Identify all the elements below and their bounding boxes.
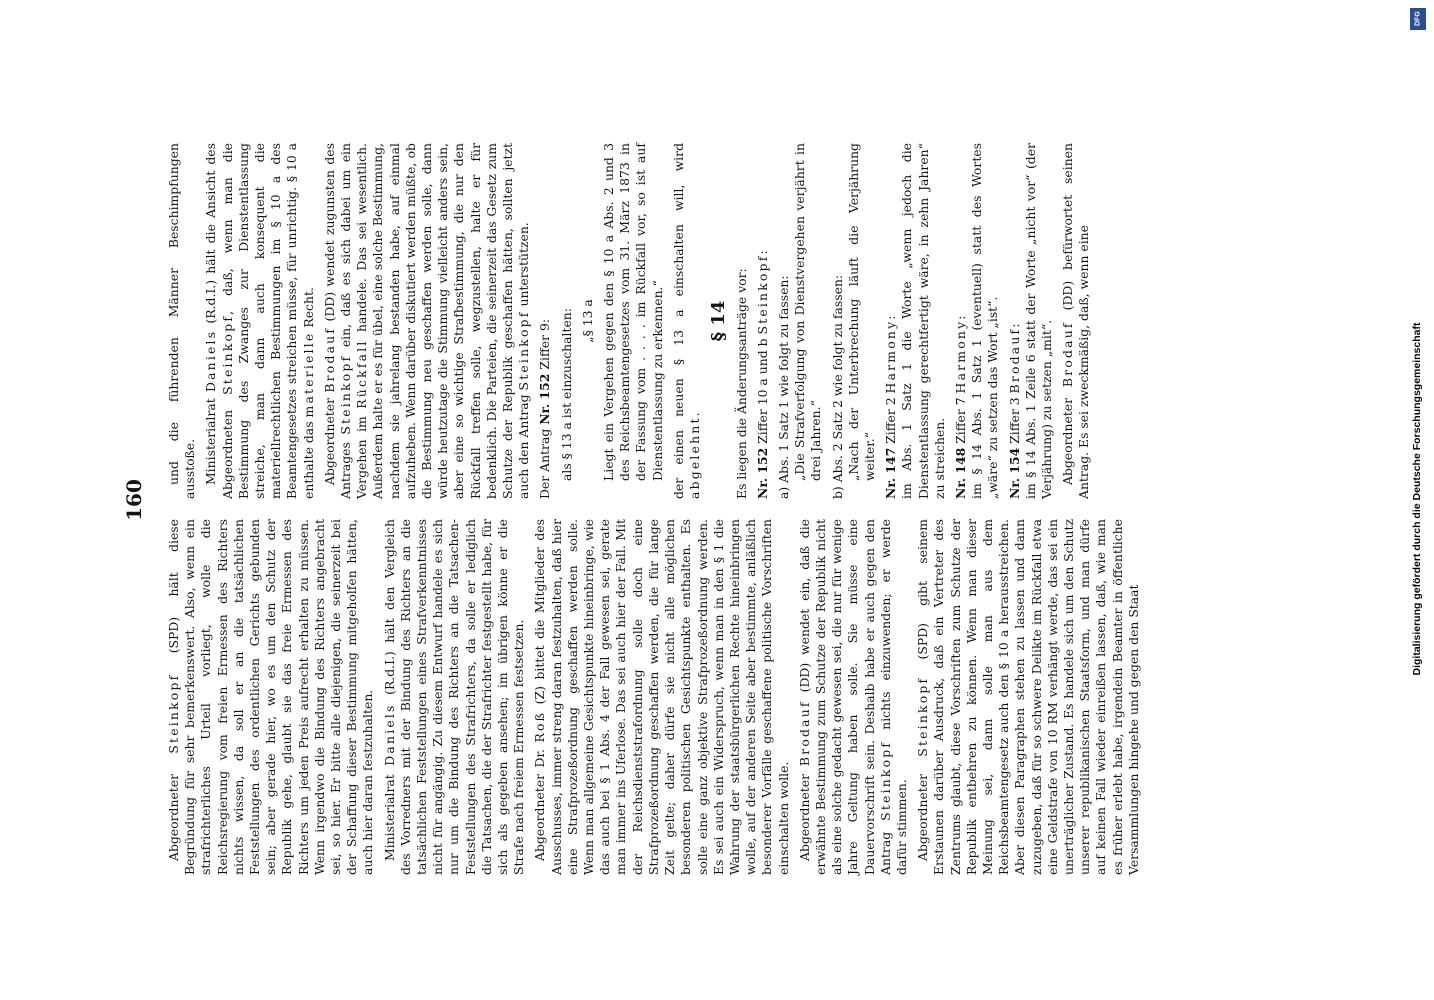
- paragraph-r1: und die führenden Männer Beschimpfungen ausstoße.: [166, 143, 198, 499]
- paragraph-l5: Abgeordneter Steinkopf (SPD) gibt seinem Erstaunen darüber Ausdruck, daß ein Vertreter des Zentrums glaubt, diese Vorschriften zum Schutze der Republik entbehren zu können. Wenn man dieser Meinung sei, dann solle man aus dem Reichsbeamtengesetz auch den § 10 a herausstreichen. Aber diesen Paragraphen stehen zu lassen und dann zuzugeben, daß für so schwere Delikte im Rückfall etwa eine Geldstrafe von 10 RM verhängt werde, das sei ein unerträglicher Zustand. Es handele sich um den Schutz unserer republikanischen Staatsform, und man dürfe auf keinen Fall wieder einreißen lassen, daß, wie man es früher erlebt habe, irgendein Beamter in öffentliche Versammlungen hingehe und gegen den Staat: [915, 519, 1141, 875]
- digitization-sidebar: [1404, 0, 1430, 1000]
- paragraph-r13: b) Abs. 2 Satz 2 wie folgt zu fassen: „Nach der Unterbrechung läuft die Verjährung weiter.“: [829, 143, 877, 499]
- text-column-right: [166, 143, 1098, 499]
- paragraph-r12: a) Abs. 1 Satz 1 wie folgt zu fassen: „Die Strafverfolgung von Dienstvergehen verjährt in drei Jahren.“: [775, 143, 824, 499]
- paragraph-r10: Es liegen die Änderungsanträge vor:: [733, 268, 749, 499]
- paragraph-r9: § 14: [708, 300, 730, 342]
- paragraph-r7: Liegt ein Vergehen gegen den § 10 a Abs. 2 und 3 des Reichsbeamtengesetzes vom 31. März 1873 in der Fassung vom . . . . im Rückfall vor, so ist auf Dienstentlassung zu erkennen.“: [601, 143, 665, 481]
- text-column-left: [166, 519, 1147, 875]
- dfg-logo: DFG: [1410, 8, 1426, 30]
- paragraph-r4: Der Antrag Nr. 152 Ziffer 9:: [537, 318, 553, 499]
- paragraph-r16: Nr. 154 Ziffer 3 Brodauf: im § 14 Abs. 1 Zeile 6 statt der Worte „nicht vor“ (der Verjährung) zu setzen „mit“.: [1006, 143, 1054, 499]
- paragraph-r15: Nr. 148 Ziffer 7 Harmony: im § 14 Abs. 1 Satz 1 (eventuell) statt des Wortes „wäre“ zu setzen das Wort „ist“.: [952, 143, 1001, 499]
- paragraph-r2: Ministerialrat Daniels (R.d.I.) hält die Ansicht des Abgeordneten Steinkopf, daß, wenn man die Bestimmung des Zwanges zur Dienstentlassung streiche, man dann auch konsequent die materiellrechtlichen Bestimmungen im § 10 a des Beamtengesetzes streichen müsse, für unrichtig. § 10 a enthalte das materielle Recht.: [203, 143, 316, 499]
- paragraph-r3: Abgeordneter Brodauf (DD) wendet zugunsten des Antrages Steinkopf ein, daß es sich dabei um ein Vergehen im Rückfall handele. Das sei wesentlich. Außerdem halte er es für übel, eine solche Bestimmung, nachdem sie jahrelang bestanden habe, auf einmal aufzuheben. Wenn darüber diskutiert werden müßte, ob die Bestimmung neu geschaffen werden solle, dann würde heutzutage die Stimmung vielleicht anders sein, aber eine so wichtige Strafbestimmung, die nur den Rückfall treffen solle, wegzustellen, halte er für bedenklich. Die Parteien, die seinerzeit das Gesetz zum Schutze der Republik geschaffen hätten, sollten jetzt auch den Antrag Steinkopf unterstützen.: [321, 143, 532, 499]
- digitization-credit: Digitalisierung gefördert durch die Deutsche Forschungsgemeinschaft: [1411, 322, 1423, 676]
- paragraph-r17: Abgeordneter Brodauf (DD) befürwortet seinen Antrag. Es sei zweckmäßig, daß, wenn eine: [1060, 143, 1092, 499]
- paragraph-r11: Nr. 152 Ziffer 10 a und b Steinkopf:: [754, 250, 770, 499]
- document-page: [102, 95, 1332, 905]
- paragraph-r6: „§ 13 a: [579, 299, 595, 343]
- page-number: 160: [122, 479, 146, 521]
- paragraph-l1: Abgeordneter Steinkopf (SPD) hält diese Begründung für sehr bemerkenswert. Also, wenn ein strafrichterliches Urteil vorliegt, wolle die Reichsregierung vom freien Ermessen des Richters nichts wissen, da soll er an die tatsächlichen Feststellungen des ordentlichen Gerichts gebunden sein; aber gerade hier, wo es um den Schutz der Republik gehe, glaubt sie das freie Ermessen des Richters um jeden Preis aufrecht erhalten zu müssen. Wenn irgendwo die Bindung des Richters angebracht sei, so hier. Er bitte alle diejenigen, die seinerzeit bei der Schaffung dieser Bestimmung mitgeholfen hätten, auch hier daran festzuhalten.: [166, 519, 376, 875]
- paragraph-r14: Nr. 147 Ziffer 2 Harmony: im Abs. 1 Satz 1 die Worte „wenn jedoch die Dienstentlassung gerechtfertigt wäre, in zehn Jahren“ zu streichen.: [883, 143, 947, 499]
- paragraph-r5: als § 13 a ist einzuschalten:: [558, 308, 574, 481]
- paragraph-l3: Abgeordneter Dr. Roß (Z) bittet die Mitglieder des Ausschusses, immer streng daran festzuhalten, daß hier eine Strafprozeßordnung geschaffen werden solle. Wenn man allgemeine Gesichtspunkte hineinbringe, wie das auch bei § 1 Abs. 4 der Fall gewesen sei, gerate man immer ins Uferlose. Das sei auch hier der Fall. Mit der Reichsdienststrafordnung solle doch eine Strafprozeßordnung geschaffen werden, die für lange Zeit gelte; daher dürfe sie nicht alle möglichen besonderen politischen Gesichtspunkte enthalten. Es solle eine ganz objektive Strafprozeßordnung werden. Es sei auch ein Widerspruch, wenn man in den § 1 die Wahrung der staatsbürgerlichen Rechte hineinbringen wolle, auf der anderen Seite aber bestimmte, anläßlich besonderer Vorfälle geschaffene politische Vorschriften einschalten wolle.: [532, 519, 791, 875]
- paragraph-l2: Ministerialrat Daniels (R.d.I.) hält den Vergleich des Vorredners mit der Bindung des Richters an die tatsächlichen Feststellungen eines Strafverkenntnisses nicht für angängig. Zu diesem Entwurf handele es sich nur um die Bindung des Richters an die Tatsachen-Feststellungen des Strafrichters, da solle er lediglich die Tatsachen, die der Strafrichter festgestellt habe, für sich als gegeben ansehen; im übrigen könne er die Strafe nach freiem Ermessen festsetzen.: [381, 519, 527, 875]
- paragraph-l4: Abgeordneter Brodauf (DD) wendet ein, daß die erwähnte Bestimmung zum Schutze der Republik nicht als eine solche gedacht gewesen sei, die nur für wenige Jahre Geltung haben solle. Sie müsse eine Dauervorschrift sein. Deshalb habe er auch gegen den Antrag Steinkopf nichts einzuwenden; er werde dafür stimmen.: [796, 519, 909, 875]
- paragraph-r8: der einen neuen § 13 a einschalten will, wird abgelehnt.: [670, 143, 703, 499]
